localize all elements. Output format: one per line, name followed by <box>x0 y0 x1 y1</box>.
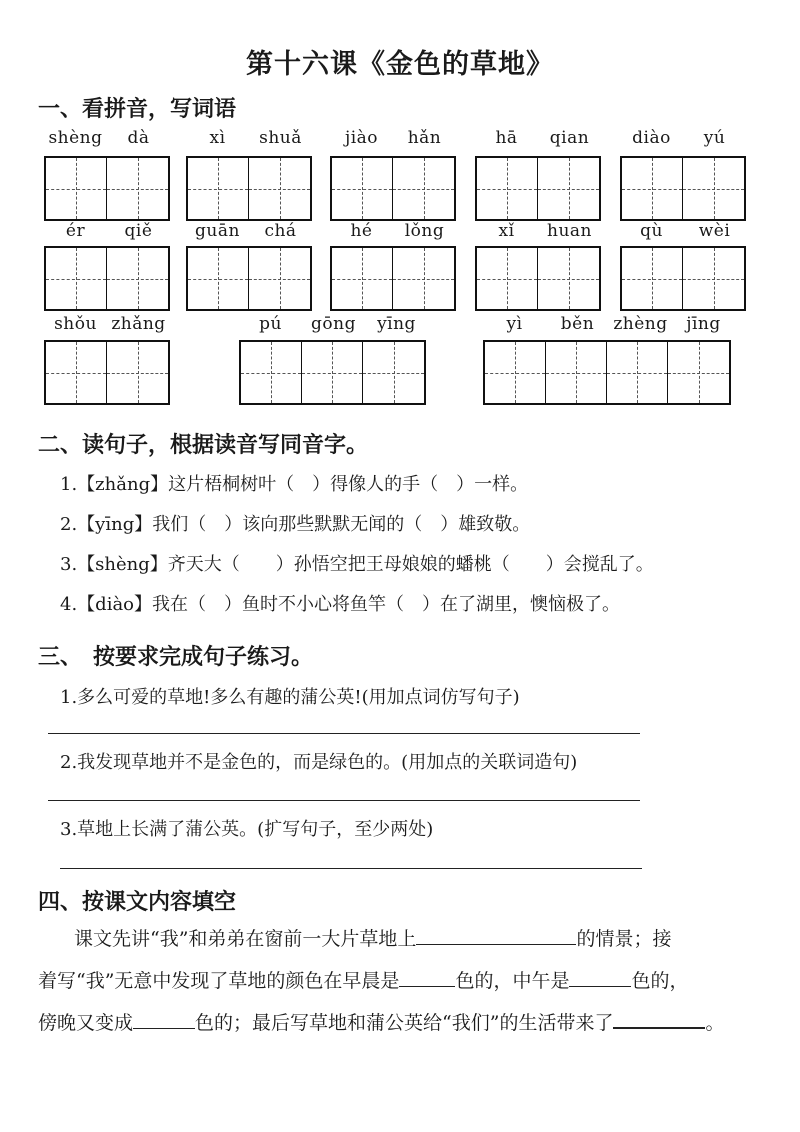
writing-box[interactable] <box>330 246 456 311</box>
fill-blank-5[interactable] <box>613 1026 705 1029</box>
tianzi-cell[interactable] <box>622 248 683 309</box>
pinyin-syllable: xì <box>209 128 226 148</box>
tianzi-cell[interactable] <box>485 342 546 403</box>
pinyin-syllable: guān <box>195 221 240 241</box>
tianzi-cell[interactable] <box>683 158 744 219</box>
tianzi-cell[interactable] <box>622 158 683 219</box>
tianzi-cell[interactable] <box>107 342 168 403</box>
writing-box[interactable] <box>239 340 426 405</box>
pinyin-syllable: zhèng <box>613 314 668 334</box>
tianzi-cell[interactable] <box>46 342 107 403</box>
sentence-task-2: 2.我发现草地并不是金色的，而是绿色的。(用加点的关联词造句) <box>60 752 578 773</box>
tianzi-cell[interactable] <box>607 342 668 403</box>
writing-box[interactable] <box>44 340 170 405</box>
writing-box[interactable] <box>44 246 170 311</box>
fill-text: 着写“我”无意中发现了草地的颜色在早晨是 <box>38 970 400 992</box>
section-1-heading: 一、看拼音，写词语 <box>38 96 237 122</box>
pinyin-syllable: wèi <box>698 221 731 241</box>
pinyin-syllable: shuǎ <box>259 128 302 148</box>
pinyin-syllable: jiào <box>344 128 379 148</box>
tianzi-cell[interactable] <box>188 248 249 309</box>
pinyin-syllable: dà <box>127 128 150 148</box>
fill-blank-3[interactable] <box>569 985 631 987</box>
pinyin-syllable: yīng <box>377 314 416 334</box>
pinyin-syllable: pú <box>259 314 282 334</box>
tianzi-cell[interactable] <box>107 248 168 309</box>
tianzi-cell[interactable] <box>46 158 107 219</box>
fill-text: 。 <box>705 1012 725 1034</box>
pinyin-syllable: ér <box>65 221 86 241</box>
pinyin-syllable: hé <box>350 221 373 241</box>
answer-line-2[interactable] <box>48 800 640 801</box>
tianzi-cell[interactable] <box>46 248 107 309</box>
writing-box[interactable] <box>475 156 601 221</box>
writing-box[interactable] <box>475 246 601 311</box>
writing-box[interactable] <box>186 246 312 311</box>
writing-box[interactable] <box>44 156 170 221</box>
sentence-task-1: 1.多么可爱的草地!多么有趣的蒲公英!(用加点词仿写句子) <box>60 687 520 708</box>
pinyin-syllable: shèng <box>48 128 103 148</box>
fill-text: 色的， <box>631 970 689 992</box>
tianzi-cell[interactable] <box>249 158 310 219</box>
fill-text: 色的；最后写草地和蒲公英给“我们”的生活带来了 <box>195 1012 614 1034</box>
tianzi-cell[interactable] <box>538 248 599 309</box>
tianzi-cell[interactable] <box>668 342 729 403</box>
pinyin-syllable: hǎn <box>407 128 442 148</box>
pinyin-syllable: yú <box>703 128 726 148</box>
writing-box[interactable] <box>330 156 456 221</box>
section-4-heading: 四、按课文内容填空 <box>38 889 237 915</box>
tianzi-cell[interactable] <box>683 248 744 309</box>
pinyin-syllable: yì <box>506 314 523 334</box>
pinyin-syllable: běn <box>560 314 595 334</box>
pinyin-syllable: zhǎng <box>111 314 166 334</box>
pinyin-syllable: qian <box>549 128 590 148</box>
pinyin-syllable: diào <box>632 128 671 148</box>
fill-text: 的情景；接 <box>576 928 672 950</box>
pinyin-syllable: gōng <box>311 314 356 334</box>
tianzi-cell[interactable] <box>249 248 310 309</box>
fill-blank-1[interactable] <box>416 943 576 945</box>
section-3-heading: 三、 按要求完成句子练习。 <box>38 644 314 670</box>
homophone-item-3[interactable]: 3.【shèng】齐天大（ ）孙悟空把王母娘娘的蟠桃（ ）会搅乱了。 <box>60 554 654 575</box>
pinyin-syllable: chá <box>264 221 297 241</box>
fill-blank-2[interactable] <box>399 985 455 987</box>
answer-line-1[interactable] <box>48 733 640 734</box>
sentence-task-3: 3.草地上长满了蒲公英。(扩写句子，至少两处) <box>60 819 434 840</box>
fill-text: 色的，中午是 <box>455 970 570 992</box>
page-title: 第十六课《金色的草地》 <box>246 49 554 80</box>
fill-text: 课文先讲“我”和弟弟在窗前一大片草地上 <box>74 928 417 950</box>
fill-paragraph-line-2 <box>38 960 768 1002</box>
fill-text: 傍晚又变成 <box>38 1012 134 1034</box>
pinyin-syllable: qù <box>640 221 663 241</box>
tianzi-cell[interactable] <box>332 248 393 309</box>
writing-box[interactable] <box>620 156 746 221</box>
tianzi-cell[interactable] <box>302 342 363 403</box>
pinyin-syllable: qiě <box>124 221 153 241</box>
fill-paragraph-line-1 <box>74 918 800 960</box>
tianzi-cell[interactable] <box>477 158 538 219</box>
pinyin-syllable: hā <box>495 128 518 148</box>
fill-paragraph-line-3 <box>38 1002 768 1044</box>
tianzi-cell[interactable] <box>363 342 424 403</box>
tianzi-cell[interactable] <box>241 342 302 403</box>
answer-line-3[interactable] <box>60 868 642 869</box>
homophone-item-4[interactable]: 4.【diào】我在（ ）鱼时不小心将鱼竿（ ）在了湖里，懊恼极了。 <box>60 594 621 615</box>
pinyin-syllable: jīng <box>686 314 721 334</box>
tianzi-cell[interactable] <box>477 248 538 309</box>
pinyin-syllable: huan <box>547 221 592 241</box>
writing-box[interactable] <box>620 246 746 311</box>
pinyin-syllable: shǒu <box>54 314 97 334</box>
tianzi-cell[interactable] <box>188 158 249 219</box>
homophone-item-1[interactable]: 1.【zhǎng】这片梧桐树叶（ ）得像人的手（ ）一样。 <box>60 474 529 495</box>
tianzi-cell[interactable] <box>393 158 454 219</box>
writing-box[interactable] <box>483 340 731 405</box>
pinyin-syllable: lǒng <box>404 221 445 241</box>
homophone-item-2[interactable]: 2.【yīng】我们（ ）该向那些默默无闻的（ ）雄致敬。 <box>60 514 531 535</box>
tianzi-cell[interactable] <box>332 158 393 219</box>
writing-box[interactable] <box>186 156 312 221</box>
pinyin-syllable: xǐ <box>498 221 515 241</box>
section-2-heading: 二、读句子，根据读音写同音字。 <box>38 432 369 458</box>
tianzi-cell[interactable] <box>538 158 599 219</box>
tianzi-cell[interactable] <box>393 248 454 309</box>
tianzi-cell[interactable] <box>546 342 607 403</box>
fill-blank-4[interactable] <box>133 1027 195 1029</box>
tianzi-cell[interactable] <box>107 158 168 219</box>
